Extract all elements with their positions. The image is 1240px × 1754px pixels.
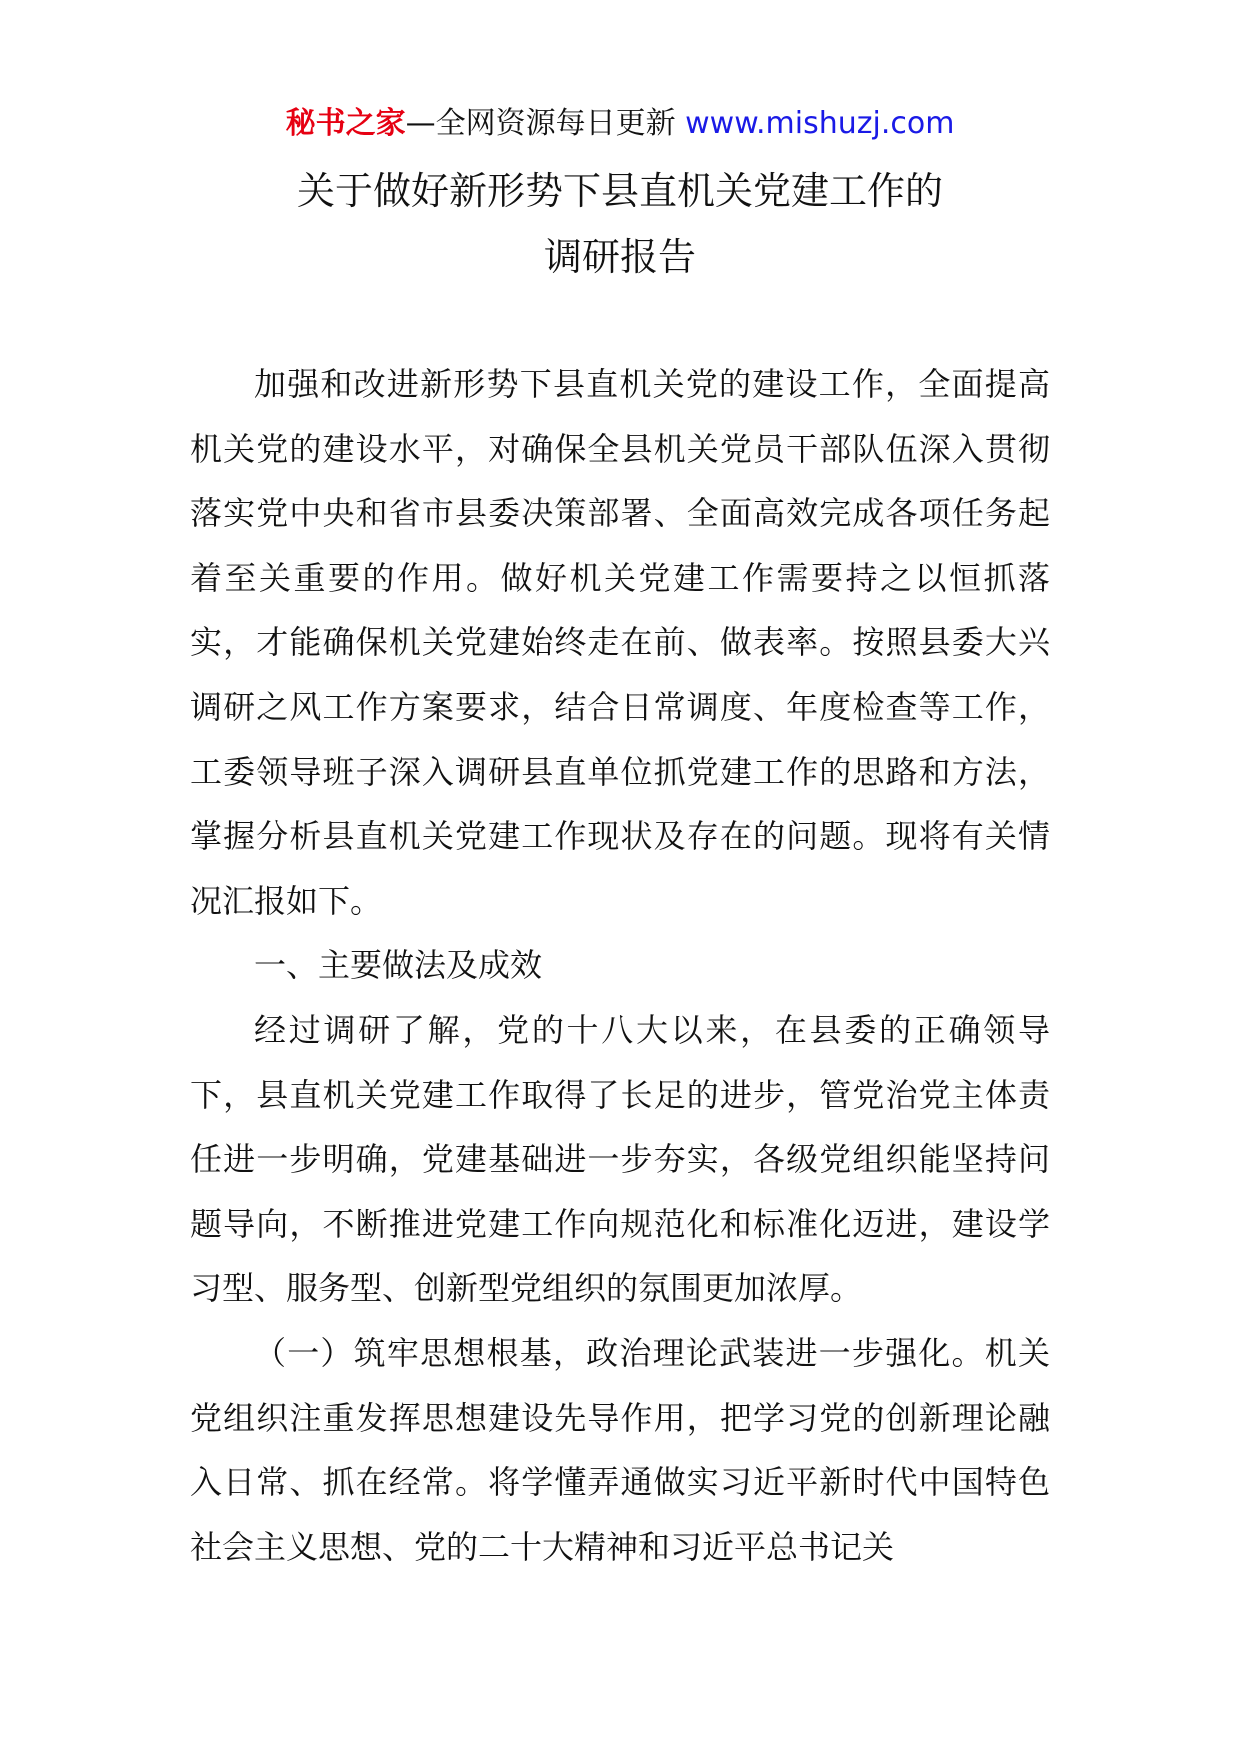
document-body — [190, 352, 1050, 1579]
document-title-line-2: 调研报告 — [543, 235, 696, 279]
site-slogan: —全网资源每日更新 — [405, 106, 676, 141]
paragraph-intro: 加强和改进新形势下县直机关党的建设工作，全面提高机关党的建设水平，对确保全县机关党员干部队伍深入贯彻落实党中央和省市县委决策部署、全面高效完成各项任务起着至关重要的作用。做好机关党建工作需要持之以恒抓落实，才能确保机关党建始终走在前、做表率。按照县委大兴调研之风工作方案要求，结合日常调度、年度检查等工作，工委领导班子深入调研县直单位抓党建工作的思路和方法，掌握分析县直机关党建工作现状及存在的问题。现将有关情况汇报如下。 — [190, 365, 1050, 920]
site-brand: 秘书之家 — [285, 106, 406, 141]
site-header — [0, 104, 1240, 144]
document-title-line-1: 关于做好新形势下县直机关党建工作的 — [296, 169, 943, 213]
paragraph-overview: 经过调研了解，党的十八大以来，在县委的正确领导下，县直机关党建工作取得了长足的进步，管党治党主体责任进一步明确，党建基础进一步夯实，各级党组织能坚持问题导向，不断推进党建工作向规范化和标准化迈进，建设学习型、服务型、创新型党组织的氛围更加浓厚。 — [190, 1010, 1050, 1308]
site-url-link[interactable]: www.mishuzj.com — [685, 106, 955, 141]
paragraph-subsection-1: （一）筑牢思想根基，政治理论武装进一步强化。机关党组织注重发挥思想建设先导作用，把学习党的创新理论融入日常、抓在经常。将学懂弄通做实习近平新时代中国特色社会主义思想、党的二十大精神和习近平总书记关 — [190, 1333, 1050, 1566]
section-heading-1: 一、主要做法及成效 — [254, 946, 543, 985]
